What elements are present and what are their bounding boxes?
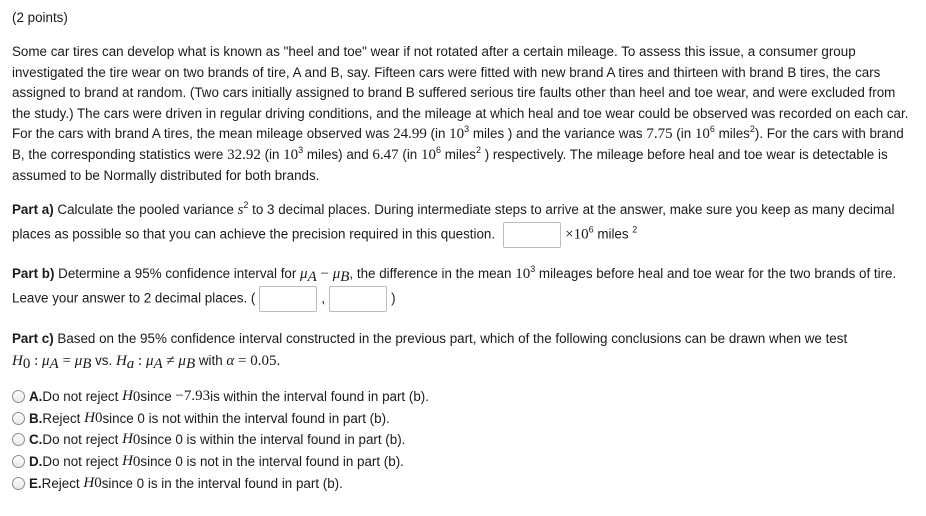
part-b-text-2: , the difference in the mean (349, 266, 516, 281)
radio-button-a[interactable] (12, 390, 25, 403)
choice-a[interactable]: A. Do not reject H 0 since −7.93 is within the interval found in part (b). (12, 386, 429, 408)
h-symbol: H (12, 353, 23, 369)
ci-upper-input[interactable] (329, 286, 387, 312)
choice-d[interactable]: D. Do not reject H 0 since 0 is not in the interval found in part (b). (12, 451, 429, 473)
choice-number: −7.93 (175, 388, 211, 405)
intro-text-1: Some car tires can develop what is known as "heel and toe" wear if not rotated after a certain mileage. To assess this issue, a consumer group investigated the tire wear on two brands of tire, A and B, say. Fifteen cars were fitted with new brand A tires and thirteen with brand B tires, the cars assigned to brand at random. (Two cars initially assigned to brand B suffered serious tire faults other than heel and toe wear, and were excluded from the study.) The cars were driven in regular driving conditions, and the mileage at which heal and toe wear could be observed was recorded on each car. For the cars with brand A tires, the mean mileage observed was (12, 44, 909, 142)
intro-text-3: miles ) and the variance was (469, 126, 647, 142)
var-a-value: 7.75 (646, 126, 673, 143)
subscript-b: B (82, 356, 92, 372)
part-c-text-1: Based on the 95% confidence interval constructed in the previous part, which of the following conclusions can be drawn when we test (53, 331, 848, 346)
choice-text: is within the interval found in part (b). (210, 389, 429, 405)
ten-base: 10 (449, 126, 465, 143)
ci-close-paren: ) (391, 290, 396, 306)
h-symbol: H (84, 409, 95, 426)
subscript-a: A (307, 269, 317, 285)
part-a-unit-times-ten: ×10 (565, 226, 589, 243)
part-b-text-1: Determine a 95% confidence interval for (54, 266, 301, 281)
ten-base: 10 (283, 146, 299, 163)
choice-letter: C. (29, 432, 43, 448)
alpha-symbol: α (226, 353, 235, 369)
intro-text-4: (in (672, 126, 695, 142)
vs-text: vs. (91, 353, 116, 368)
mean-a-value: 24.99 (393, 126, 427, 143)
choice-b[interactable]: B. Reject H 0 since 0 is not within the interval found in part (b). (12, 408, 429, 430)
choice-letter: D. (29, 454, 43, 470)
choice-e[interactable]: E. Reject H 0 since 0 is in the interval found in part (b). (12, 472, 429, 494)
exponent-2: 2 (749, 124, 755, 135)
part-a-text-1: Calculate the pooled variance (53, 202, 238, 217)
radio-button-d[interactable] (12, 455, 25, 468)
exponent-2: 2 (243, 200, 249, 210)
exponent-6: 6 (588, 224, 594, 235)
part-b-text-3: mileages before heal and toe wear for the two brands of tire. Leave your answer to 2 decimal places. ( (12, 266, 897, 306)
choice-text: Do not reject (42, 432, 119, 448)
choice-text: since 0 is not within the interval found in part (b). (102, 410, 390, 426)
part-c (12, 328, 914, 372)
intro-text-5: miles (714, 126, 750, 142)
subscript-a-lower: a (126, 356, 135, 372)
pooled-variance-symbol: s (237, 202, 244, 218)
intro-text-7: (in (260, 146, 284, 162)
not-equal-symbol: ≠ (162, 353, 179, 369)
equals-symbol: = (58, 353, 75, 369)
ci-lower-input[interactable] (259, 286, 317, 312)
choice-letter: B. (29, 410, 43, 426)
h-symbol: H (122, 388, 133, 405)
intro-text-10: miles (441, 146, 476, 162)
exponent-3: 3 (530, 264, 536, 274)
points-label: (2 points) (12, 10, 68, 25)
h-symbol: H (83, 474, 95, 491)
ten-base: 10 (420, 146, 436, 163)
exponent-2: 2 (632, 224, 638, 235)
h-symbol: H (122, 431, 133, 448)
mu-symbol: μ (42, 353, 50, 369)
h-symbol: H (122, 453, 133, 470)
part-a-text-2: to 3 decimal places. During intermediate steps to arrive at the answer, make sure you keep as many decimal places as possible so that you can achieve the precision required in this question. (12, 202, 895, 242)
subscript-a: A (49, 356, 59, 372)
mean-b-value: 32.92 (227, 146, 261, 163)
with-text: with (195, 353, 227, 368)
alpha-value: = 0.05. (234, 353, 281, 369)
part-a-unit-miles: miles (593, 226, 633, 242)
h-symbol: H (115, 353, 127, 369)
radio-button-e[interactable] (12, 477, 25, 490)
intro-text-8: miles) and (303, 146, 373, 162)
var-b-value: 6.47 (372, 146, 399, 163)
problem-statement (12, 42, 914, 186)
choice-letter: A. (29, 389, 43, 405)
choice-text: Do not reject (42, 454, 119, 470)
subscript-b: B (185, 356, 196, 372)
part-c-label: Part c) (12, 331, 54, 346)
choice-text: since 0 is not in the interval found in part (b). (140, 454, 404, 470)
exponent-6: 6 (435, 144, 441, 155)
subscript-b: B (340, 269, 350, 285)
pooled-variance-input[interactable] (503, 222, 561, 248)
mu-symbol: μ (300, 266, 308, 282)
radio-button-c[interactable] (12, 433, 25, 446)
exponent-6: 6 (709, 124, 715, 135)
mu-symbol: μ (178, 353, 186, 369)
exponent-2: 2 (475, 144, 481, 155)
intro-text-9: (in (398, 146, 421, 162)
mu-symbol: μ (332, 266, 341, 282)
mu-symbol: μ (145, 353, 154, 369)
subscript-zero: 0 (22, 356, 31, 372)
minus-sign: − (316, 266, 333, 282)
choice-c[interactable]: C. Do not reject H 0 since 0 is within the interval found in part (b). (12, 429, 429, 451)
answer-choices (12, 386, 429, 494)
part-b-label: Part b) (12, 266, 55, 281)
choice-text: since 0 is within the interval found in part (b). (140, 432, 406, 448)
choice-text: since (140, 389, 172, 405)
part-a-label: Part a) (12, 202, 54, 217)
mu-symbol: μ (74, 353, 83, 369)
exponent-3: 3 (298, 144, 304, 155)
part-a (12, 198, 914, 248)
subscript-a: A (153, 356, 163, 372)
choice-text: Reject (42, 410, 81, 426)
choice-text: Reject (41, 475, 80, 491)
ten-base: 10 (515, 266, 531, 282)
choice-letter: E. (29, 475, 42, 491)
radio-button-b[interactable] (12, 412, 25, 425)
choice-text: Do not reject (42, 389, 119, 405)
colon-symbol: : (134, 353, 146, 369)
ten-base: 10 (694, 126, 710, 143)
colon-symbol: : (30, 353, 43, 369)
intro-text-6: ). For the cars with brand B, the corresponding statistics were (12, 126, 904, 162)
intro-text-11: ) respectively. The mileage before heal and toe wear is detectable is assumed to be Normally distributed for both brands. (12, 146, 888, 183)
exponent-3: 3 (464, 124, 470, 135)
choice-text: since 0 is in the interval found in part (b). (101, 475, 343, 491)
ci-comma: , (321, 290, 326, 306)
intro-text-2: (in (426, 126, 450, 142)
part-b (12, 262, 914, 312)
